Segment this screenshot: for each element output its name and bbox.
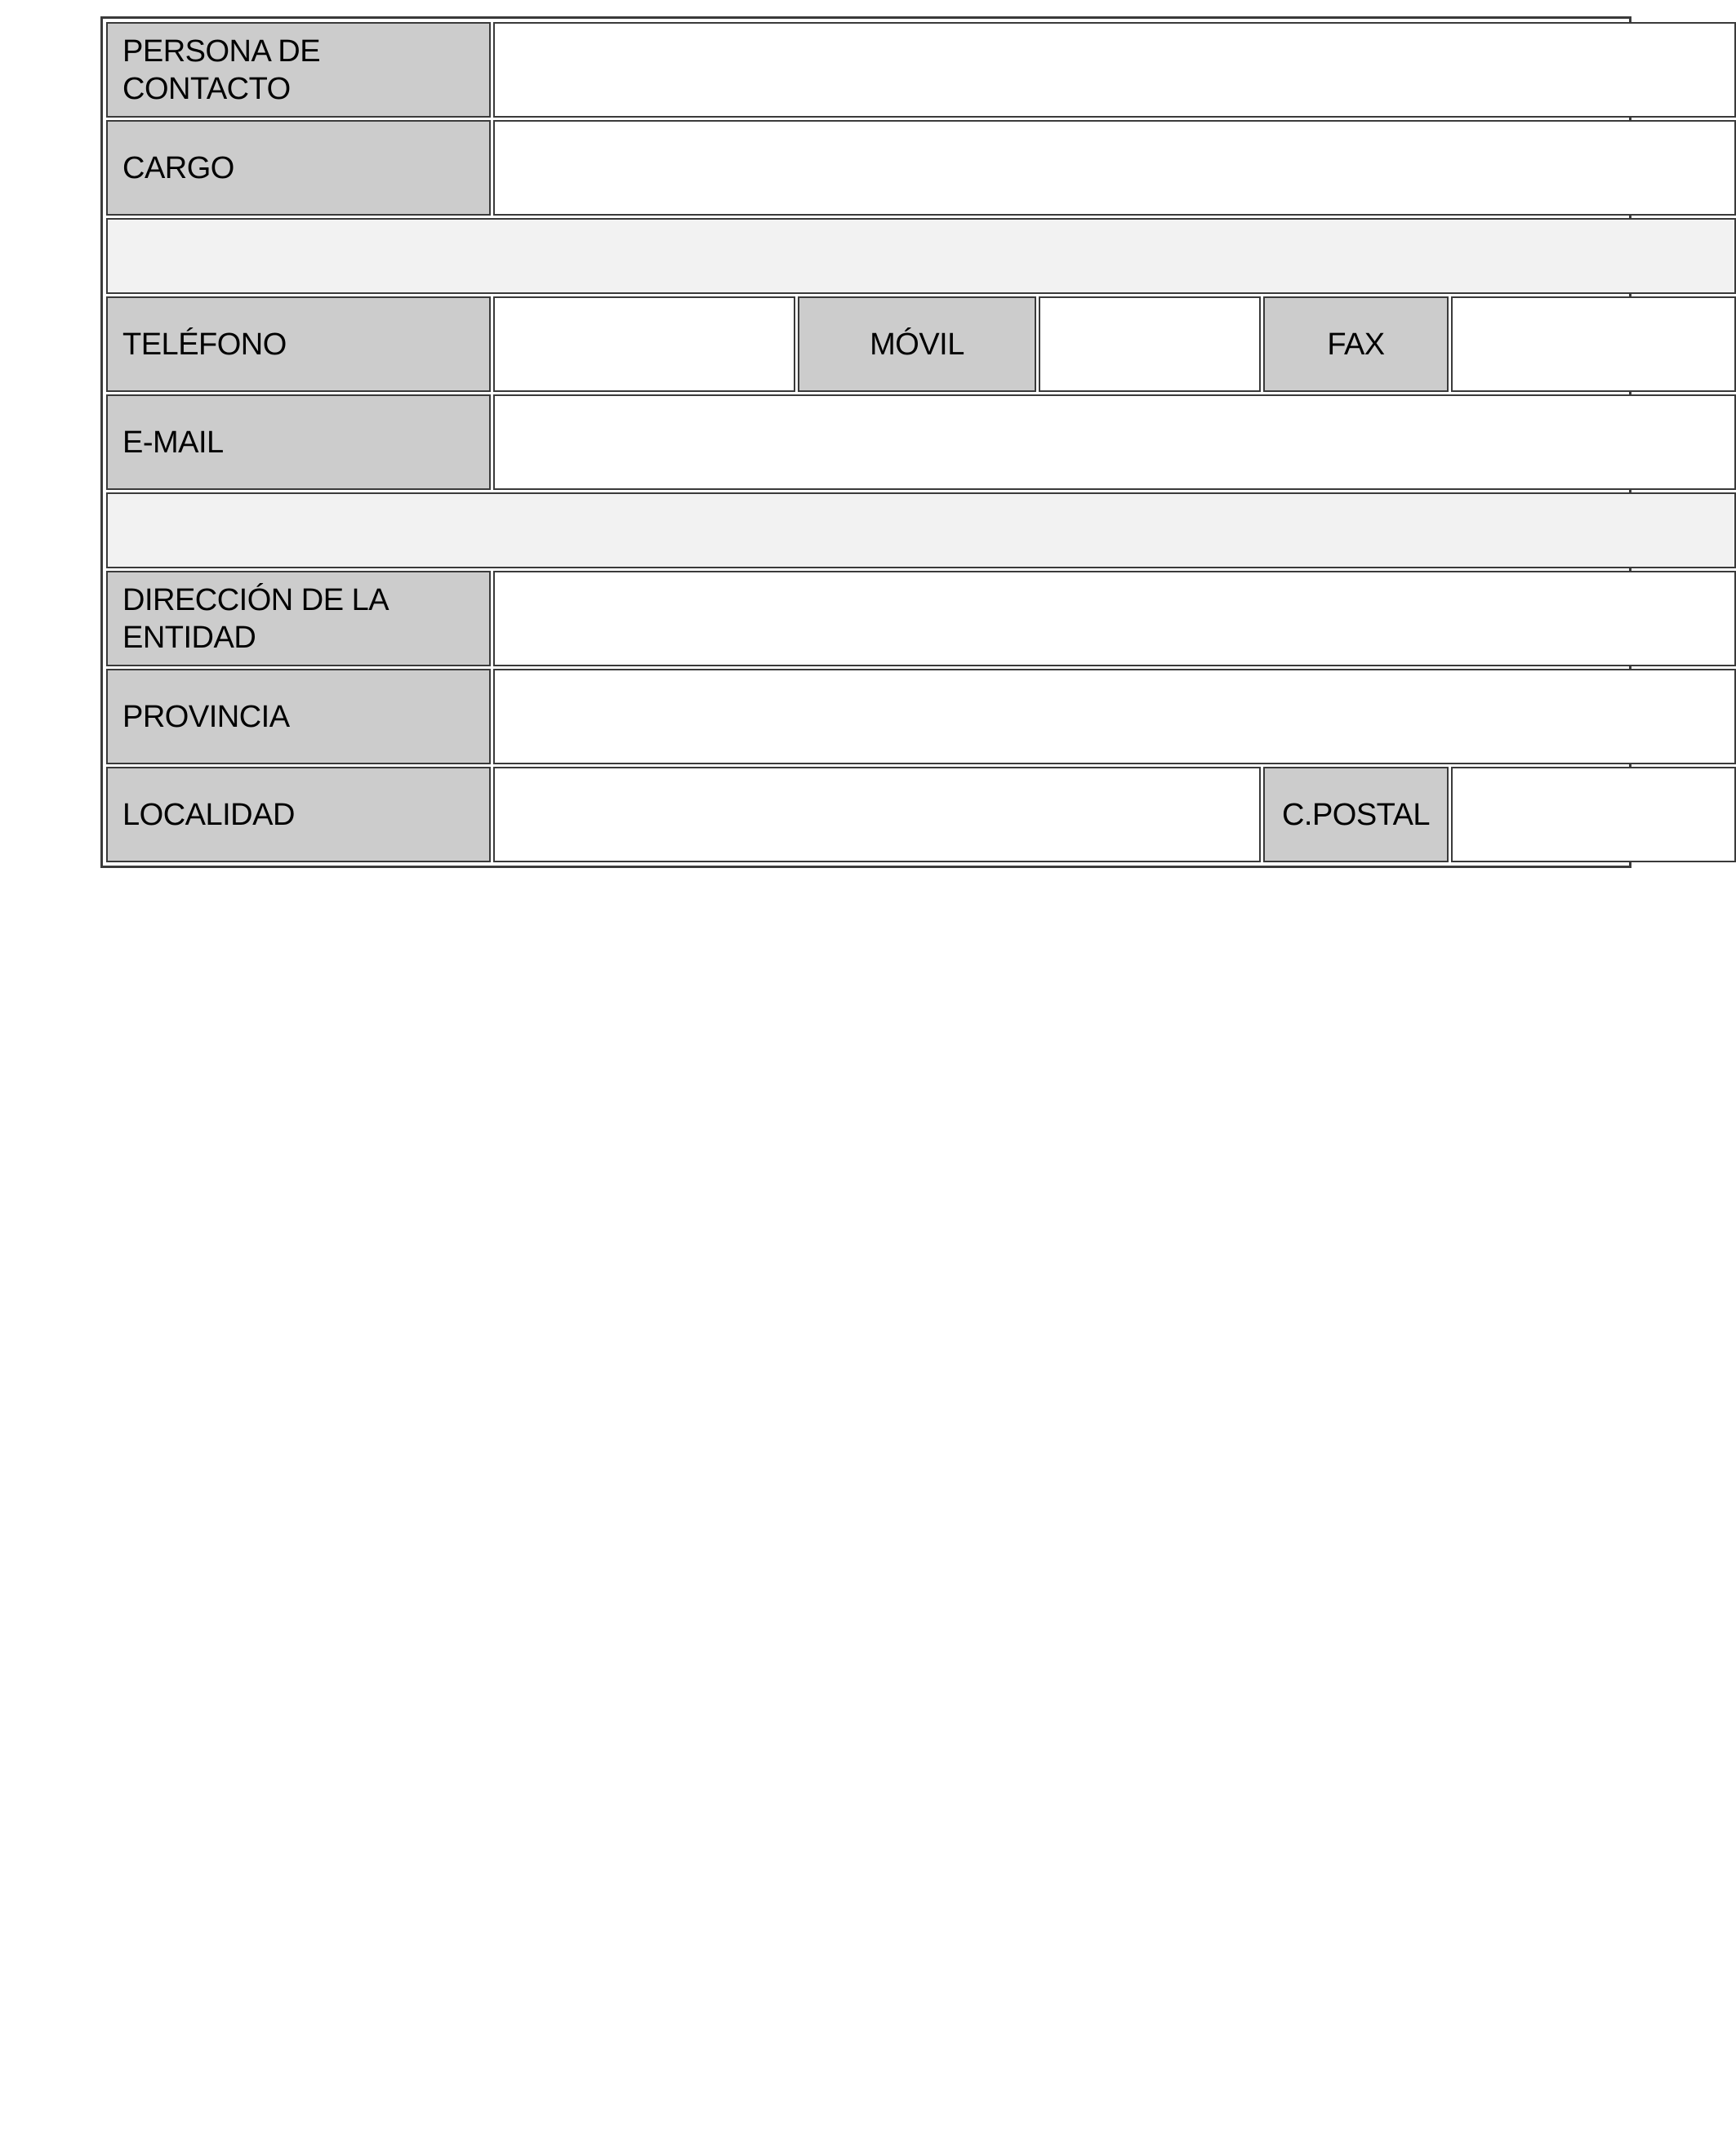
mobile-label: MÓVIL	[798, 296, 1036, 392]
form-row-phones	[106, 296, 1736, 392]
phone-field[interactable]	[510, 298, 779, 390]
email-cell[interactable]	[493, 394, 1736, 490]
form-row-address	[106, 571, 1736, 666]
locality-cell[interactable]	[493, 767, 1261, 862]
email-field[interactable]	[510, 396, 1720, 488]
postal-code-field[interactable]	[1467, 768, 1720, 861]
postal-code-cell[interactable]	[1451, 767, 1736, 862]
address-label: DIRECCIÓN DE LA ENTIDAD	[106, 571, 491, 666]
contact-person-label: PERSONA DE CONTACTO	[106, 22, 491, 118]
contact-form	[100, 16, 1631, 868]
province-label: PROVINCIA	[106, 669, 491, 764]
form-row-position	[106, 120, 1736, 216]
email-label: E-MAIL	[106, 394, 491, 490]
form-row-contact-person	[106, 22, 1736, 118]
section-separator	[106, 218, 1736, 294]
fax-field[interactable]	[1467, 298, 1720, 390]
position-field[interactable]	[510, 122, 1720, 214]
locality-field[interactable]	[510, 768, 1244, 861]
address-field[interactable]	[510, 572, 1720, 665]
contact-person-field[interactable]	[510, 24, 1720, 116]
form-separator-row	[106, 492, 1736, 568]
province-field[interactable]	[510, 670, 1720, 763]
position-cell[interactable]	[493, 120, 1736, 216]
contact-person-cell[interactable]	[493, 22, 1736, 118]
form-row-email	[106, 394, 1736, 490]
contact-form-table	[104, 20, 1736, 865]
postal-code-label: C.POSTAL	[1263, 767, 1449, 862]
form-row-locality	[106, 767, 1736, 862]
province-cell[interactable]	[493, 669, 1736, 764]
position-label: CARGO	[106, 120, 491, 216]
fax-label: FAX	[1263, 296, 1449, 392]
locality-label: LOCALIDAD	[106, 767, 491, 862]
form-row-province	[106, 669, 1736, 764]
address-cell[interactable]	[493, 571, 1736, 666]
phone-label: TELÉFONO	[106, 296, 491, 392]
fax-cell[interactable]	[1451, 296, 1736, 392]
mobile-cell[interactable]	[1039, 296, 1261, 392]
section-separator	[106, 492, 1736, 568]
mobile-field[interactable]	[1055, 298, 1244, 390]
phone-cell[interactable]	[493, 296, 795, 392]
form-separator-row	[106, 218, 1736, 294]
